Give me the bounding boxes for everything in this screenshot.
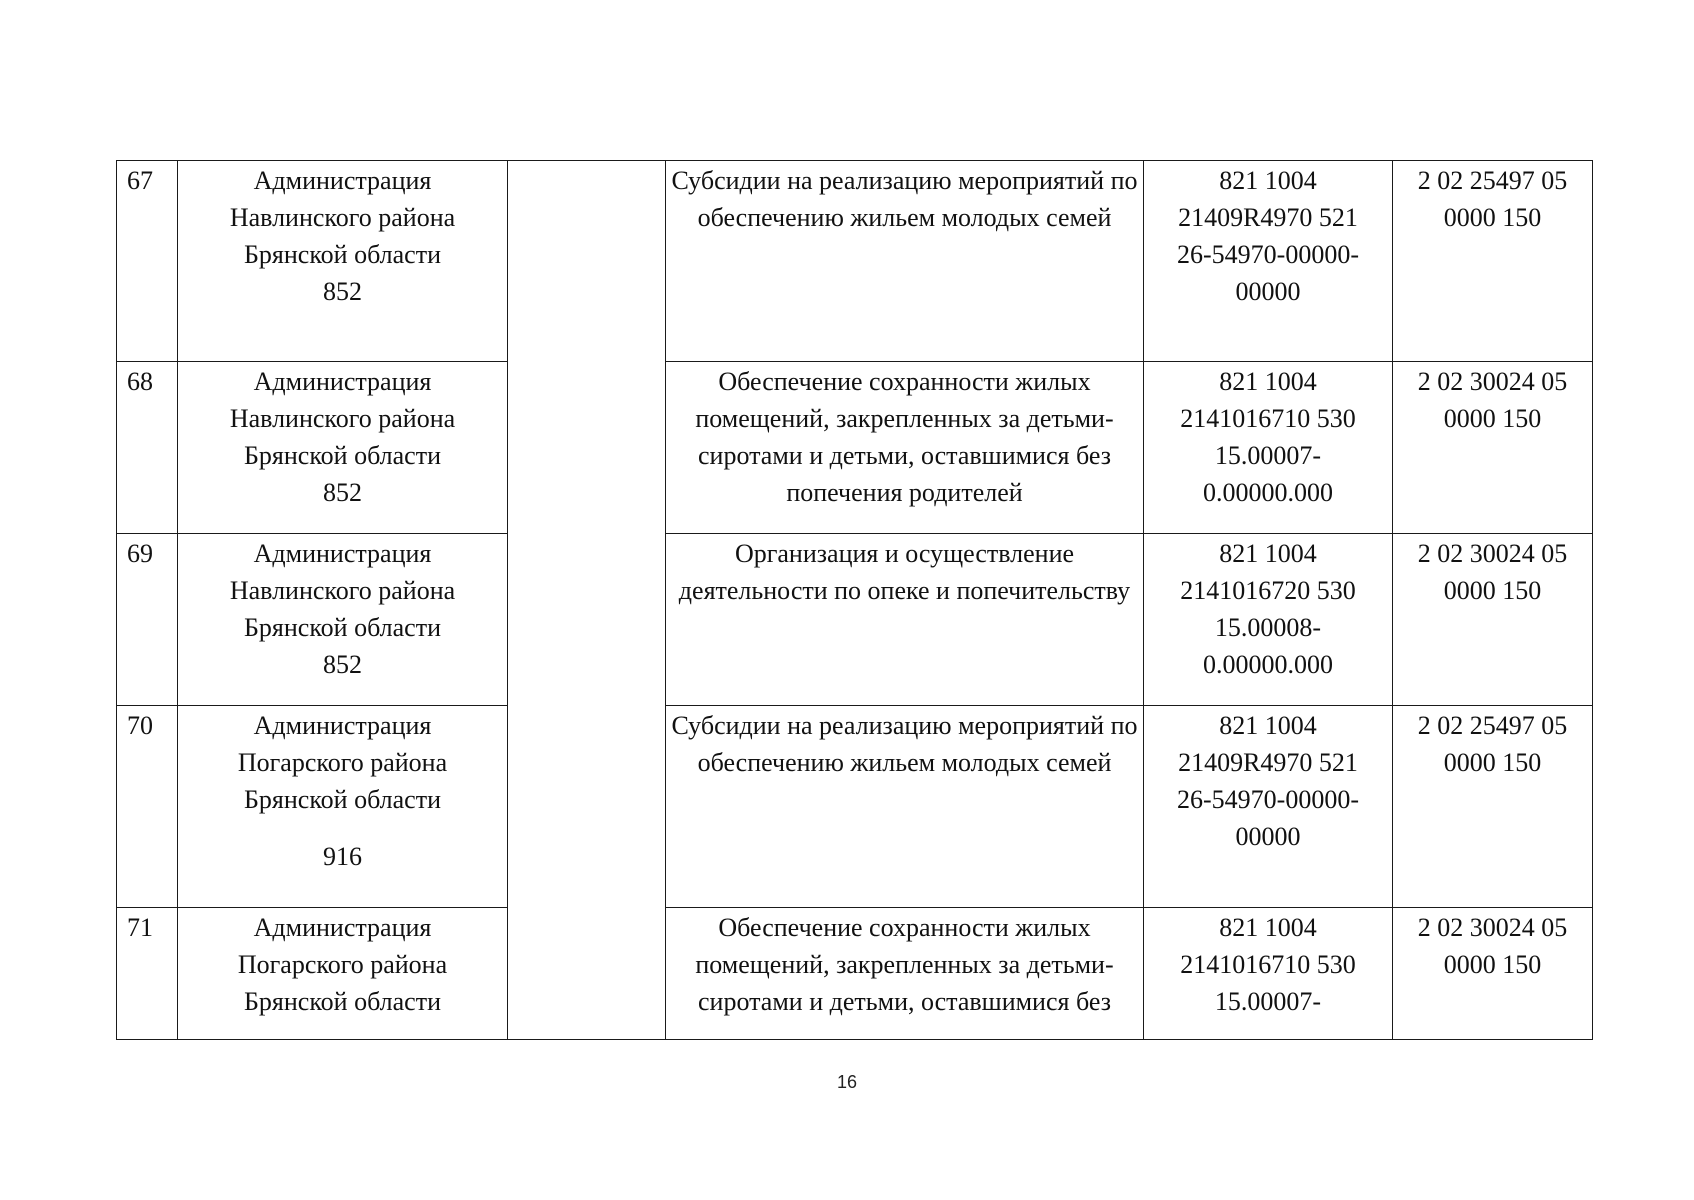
organization-code: 852: [323, 478, 362, 507]
budget-code-line: 15.00008-: [1214, 613, 1322, 642]
row-number: 67: [117, 161, 178, 362]
budget-code-line: 26-54970-00000-: [1177, 240, 1359, 269]
row-number: 70: [117, 706, 178, 908]
table-row: [117, 362, 1593, 534]
budget-code-line: 821 1004: [1219, 367, 1317, 396]
transfers-table: [116, 160, 1593, 1040]
budget-code-line: 2141016720 530: [1180, 576, 1356, 605]
row-number: 68: [117, 362, 178, 534]
budget-code-cell: [1144, 362, 1393, 534]
organization-line: Администрация: [253, 913, 432, 942]
organization-line: Брянской области: [244, 240, 441, 269]
budget-code-line: 0.00000.000: [1203, 478, 1333, 507]
purpose-cell: Организация и осуществление деятельности по опеке и попечительству: [666, 534, 1144, 706]
organization-code: 852: [323, 650, 362, 679]
budget-code-line: 00000: [1235, 822, 1301, 851]
blank-column-cell: [508, 161, 666, 1040]
budget-code-line: 21409R4970 521: [1178, 748, 1358, 777]
organization-line: Администрация: [253, 711, 432, 740]
purpose-cell: Субсидии на реализацию мероприятий по обеспечению жильем молодых семей: [666, 706, 1144, 908]
budget-code-line: 821 1004: [1219, 166, 1317, 195]
budget-code-line: 821 1004: [1219, 539, 1317, 568]
organization-cell: [178, 161, 508, 362]
purpose-cell: Обеспечение сохранности жилых помещений, закрепленных за детьми-сиротами и детьми, оставшимися без: [666, 908, 1144, 1040]
budget-code-cell: [1144, 161, 1393, 362]
page-number: 16: [836, 1072, 858, 1092]
organization-code: 852: [323, 277, 362, 306]
organization-cell: [178, 362, 508, 534]
organization-line: Брянской области: [244, 785, 441, 814]
row-number: 71: [117, 908, 178, 1040]
table-row: [117, 706, 1593, 908]
organization-cell: [178, 706, 508, 908]
row-number: 69: [117, 534, 178, 706]
budget-code-cell: [1144, 534, 1393, 706]
budget-code-line: 821 1004: [1219, 711, 1317, 740]
table-row: [117, 908, 1593, 1040]
budget-code-line: 2141016710 530: [1180, 950, 1356, 979]
organization-line: Брянской области: [244, 441, 441, 470]
income-code-cell: 2 02 25497 05 0000 150: [1393, 706, 1593, 908]
budget-code-cell: [1144, 908, 1393, 1040]
budget-code-cell: [1144, 706, 1393, 908]
organization-line: Погарского района: [237, 950, 448, 979]
budget-code-line: 15.00007-: [1214, 987, 1322, 1016]
organization-cell: [178, 908, 508, 1040]
table-row: [117, 161, 1593, 362]
organization-line: Администрация: [253, 539, 432, 568]
budget-code-line: 26-54970-00000-: [1177, 785, 1359, 814]
budget-code-line: 21409R4970 521: [1178, 203, 1358, 232]
organization-line: Навлинского района: [229, 203, 456, 232]
income-code-cell: 2 02 30024 05 0000 150: [1393, 362, 1593, 534]
purpose-cell: Обеспечение сохранности жилых помещений, закрепленных за детьми-сиротами и детьми, оставшимися без попечения родителей: [666, 362, 1144, 534]
budget-code-line: 15.00007-: [1214, 441, 1322, 470]
budget-code-line: 821 1004: [1219, 913, 1317, 942]
organization-line: Администрация: [253, 367, 432, 396]
organization-line: Брянской области: [244, 987, 441, 1016]
organization-cell: [178, 534, 508, 706]
budget-code-line: 0.00000.000: [1203, 650, 1333, 679]
purpose-cell: Субсидии на реализацию мероприятий по обеспечению жильем молодых семей: [666, 161, 1144, 362]
organization-line: Погарского района: [237, 748, 448, 777]
budget-code-line: 2141016710 530: [1180, 404, 1356, 433]
budget-code-line: 00000: [1235, 277, 1301, 306]
organization-line: Навлинского района: [229, 404, 456, 433]
income-code-cell: 2 02 30024 05 0000 150: [1393, 534, 1593, 706]
income-code-cell: 2 02 30024 05 0000 150: [1393, 908, 1593, 1040]
organization-line: Администрация: [253, 166, 432, 195]
organization-line: Брянской области: [244, 613, 441, 642]
organization-line: Навлинского района: [229, 576, 456, 605]
organization-code: 916: [323, 842, 362, 871]
table-row: [117, 534, 1593, 706]
income-code-cell: 2 02 25497 05 0000 150: [1393, 161, 1593, 362]
